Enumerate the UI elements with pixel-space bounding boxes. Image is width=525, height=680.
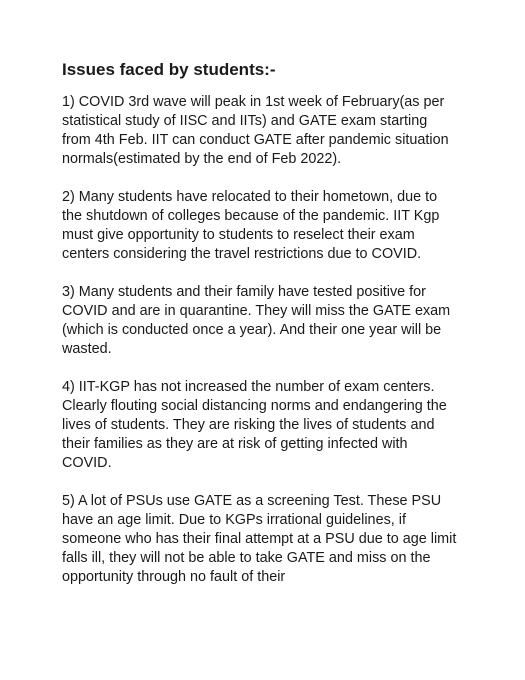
paragraph-line: falls ill, they will not be able to take GATE and miss on the xyxy=(62,550,431,566)
paragraph-line: from 4th Feb. IIT can conduct GATE after pandemic situation xyxy=(62,132,449,148)
issue-paragraph-4 xyxy=(62,378,502,473)
paragraph-line: opportunity through no fault of their xyxy=(62,569,286,585)
issue-paragraph-2 xyxy=(62,188,502,264)
paragraph-line: COVID and are in quarantine. They will miss the GATE exam xyxy=(62,303,451,319)
paragraph-line: 4) IIT-KGP has not increased the number of exam centers. xyxy=(62,379,435,395)
paragraph-line: statistical study of IISC and IITs) and GATE exam starting xyxy=(62,113,428,129)
paragraph-line: COVID. xyxy=(62,455,112,471)
paragraph-line: their families as they are at risk of getting infected with xyxy=(62,436,408,452)
document-title: Issues faced by students:- xyxy=(62,60,276,79)
paragraph-line: Clearly flouting social distancing norms and endangering the xyxy=(62,398,447,414)
paragraph-line: (which is conducted once a year). And their one year will be xyxy=(62,322,442,338)
paragraph-line: 1) COVID 3rd wave will peak in 1st week of February(as per xyxy=(62,94,445,110)
paragraph-line: 5) A lot of PSUs use GATE as a screening Test. These PSU xyxy=(62,493,442,509)
paragraph-line: wasted. xyxy=(62,341,112,357)
paragraph-line: lives of students. They are risking the lives of students and xyxy=(62,417,435,433)
document-page xyxy=(62,58,502,606)
paragraph-line: normals(estimated by the end of Feb 2022). xyxy=(62,151,342,167)
paragraph-line: the shutdown of colleges because of the pandemic. IIT Kgp xyxy=(62,208,440,224)
paragraph-line: must give opportunity to students to reselect their exam xyxy=(62,227,415,243)
paragraph-line: have an age limit. Due to KGPs irrational guidelines, if xyxy=(62,512,406,528)
paragraph-line: 3) Many students and their family have tested positive for xyxy=(62,284,426,300)
issue-paragraph-1 xyxy=(62,93,502,169)
paragraph-line: 2) Many students have relocated to their hometown, due to xyxy=(62,189,438,205)
paragraph-line: someone who has their final attempt at a PSU due to age limit xyxy=(62,531,457,547)
paragraph-line: centers considering the travel restrictions due to COVID. xyxy=(62,246,422,262)
issues-list xyxy=(62,93,502,587)
issue-paragraph-3 xyxy=(62,283,502,359)
issue-paragraph-5 xyxy=(62,492,502,587)
